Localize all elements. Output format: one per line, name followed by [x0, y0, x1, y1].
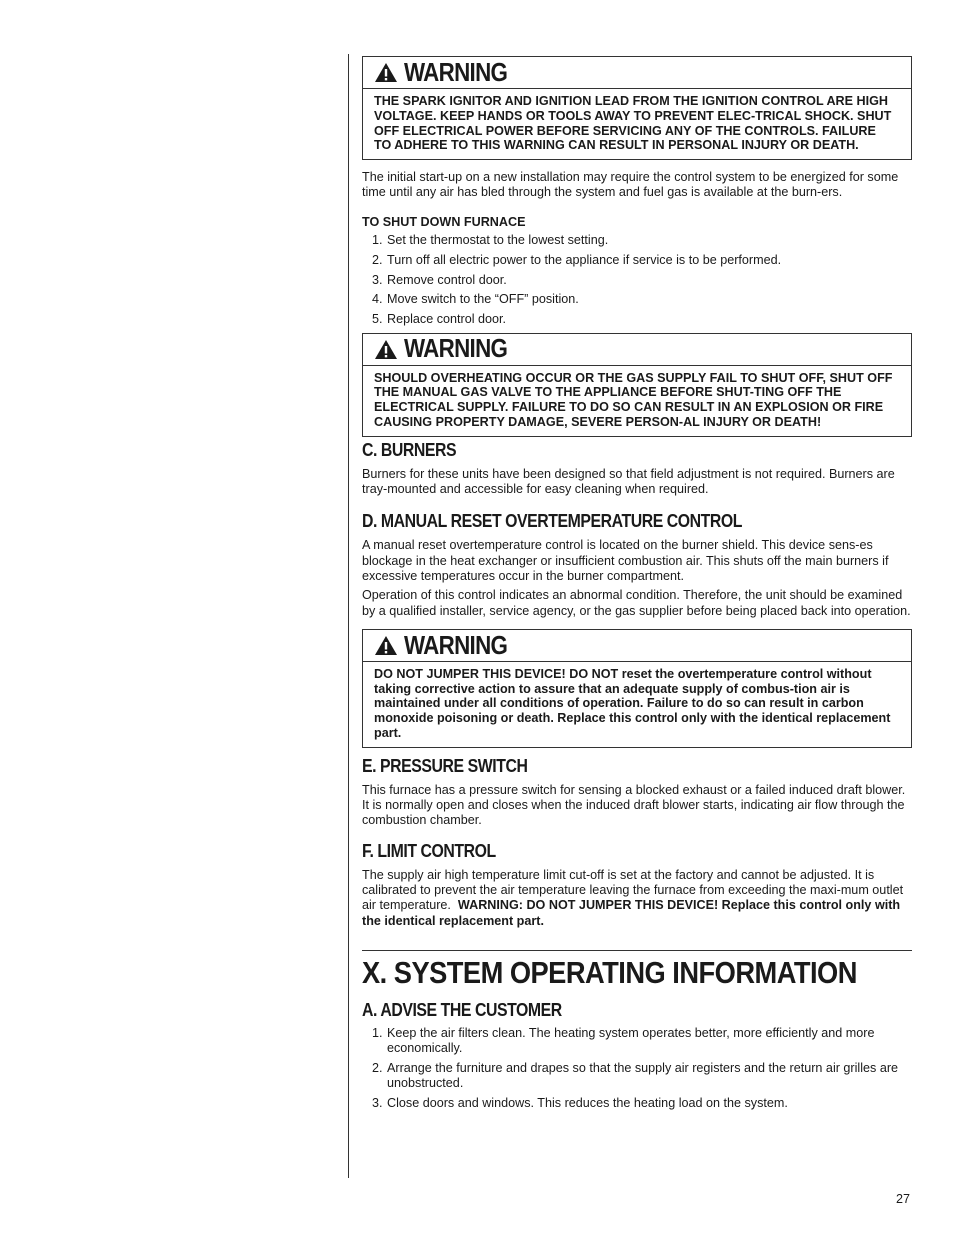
warning-box-ignition [362, 56, 912, 160]
section-heading-limit-control: F. LIMIT CONTROL [362, 840, 496, 861]
warning-title: WARNING [404, 629, 508, 660]
burners-paragraph: Burners for these units have been designed so that field adjustment is not required. Burners are tray-mounted and accessible for easy cleaning when required. [362, 466, 895, 497]
section-heading-overtemp: D. MANUAL RESET OVERTEMPERATURE CONTROL [362, 511, 743, 532]
section-heading-advise: A. ADVISE THE CUSTOMER [362, 999, 562, 1020]
warning-title: WARNING [404, 56, 508, 87]
advise-steps [362, 1026, 912, 1111]
warning-triangle-icon [374, 62, 398, 83]
pressure-switch-paragraph: This furnace has a pressure switch for sensing a blocked exhaust or a failed induced draft blower. It is normally open and closes when the induced draft blower starts, indicating air flow through the combustion chamber. [362, 782, 906, 828]
warning-box-overheating [362, 333, 912, 437]
startup-paragraph: The initial start-up on a new installation may require the control system to be energized for some time until any air has bled through the system and fuel gas is available at the burn-ers. [362, 170, 899, 200]
overtemp-paragraph-1: A manual reset overtemperature control is located on the burner shield. This device sens-es blockage in the heat exchanger or insufficient combustion air. This shuts off the main burners if excessive temperatures occur in the burner compartment. [362, 538, 889, 583]
limit-control-text: The supply air high temperature limit cut-off is set at the factory and cannot be adjusted. It is calibrated to prevent the air temperature leaving the furnace from exceeding the maxi-mum outlet air temperature. [362, 867, 904, 913]
overtemp-paragraph-2: Operation of this control indicates an abnormal condition. Therefore, the unit should be examined by a qualified installer, service agency, or the gas supplier before being placed back into operation. [362, 588, 911, 618]
warning-text: THE SPARK IGNITOR AND IGNITION LEAD FROM THE IGNITION CONTROL ARE HIGH VOLTAGE. KEEP HANDS OR TOOLS AWAY TO PREVENT ELEC-TRICAL SHOCK. SHUT OFF ELECTRICAL POWER BEFORE SERVICING ANY OF THE CONTROLS. FAILURE TO ADHERE TO THIS WARNING CAN RESULT IN PERSONAL INJURY OR DEATH. [374, 94, 892, 153]
section-heading-burners: C. BURNERS [362, 439, 457, 460]
section-heading-pressure-switch: E. PRESSURE SWITCH [362, 755, 528, 776]
limit-control-warning: WARNING: DO NOT JUMPER THIS DEVICE! Replace this control only with the identical replacement part. [362, 898, 901, 928]
warning-header [363, 630, 911, 662]
warning-header [363, 57, 911, 89]
page-number: 27 [896, 1192, 911, 1206]
warning-text: SHOULD OVERHEATING OCCUR OR THE GAS SUPPLY FAIL TO SHUT OFF, SHUT OFF THE MANUAL GAS VALVE TO THE APPLIANCE BEFORE SHUT-TING OFF THE ELECTRICAL SUPPLY. FAILURE TO DO SO CAN RESULT IN AN EXPLOSION OR FIRE CAUSING PROPERTY DAMAGE, SEVERE PERSON-AL INJURY OR DEATH! [374, 370, 893, 429]
list-item: 3. Remove control door. [386, 273, 912, 288]
list-item: 5. Replace control door. [386, 312, 912, 327]
shutdown-steps [362, 233, 912, 327]
list-item: 1. Set the thermostat to the lowest setting. [386, 233, 912, 248]
limit-control-paragraph [362, 868, 912, 929]
warning-title: WARNING [404, 333, 508, 364]
warning-triangle-icon [374, 635, 398, 656]
list-item: 2. Arrange the furniture and drapes so that the supply air registers and the return air grilles are unobstructed. [386, 1061, 912, 1092]
content-column [362, 56, 912, 1116]
list-item: 2. Turn off all electric power to the appliance if service is to be performed. [386, 253, 912, 268]
section-divider [362, 950, 912, 951]
shutdown-heading: TO SHUT DOWN FURNACE [362, 214, 526, 229]
warning-triangle-icon [374, 339, 398, 360]
warning-header [363, 334, 911, 366]
list-item: 4. Move switch to the “OFF” position. [386, 292, 912, 307]
list-item: 1. Keep the air filters clean. The heating system operates better, more efficiently and more economically. [386, 1026, 912, 1057]
warning-text: DO NOT JUMPER THIS DEVICE! DO NOT reset the overtemperature control without taking corrective action to assure that an adequate supply of combus-tion air is maintained under all conditions of operation. Failure to do so can result in carbon monoxide poisoning or death. Replace this control only with the identical replacement part. [374, 666, 891, 741]
page-title: X. SYSTEM OPERATING INFORMATION [362, 954, 857, 990]
list-item: 3. Close doors and windows. This reduces the heating load on the system. [386, 1096, 912, 1111]
warning-box-jumper [362, 629, 912, 748]
column-divider [348, 54, 349, 1178]
